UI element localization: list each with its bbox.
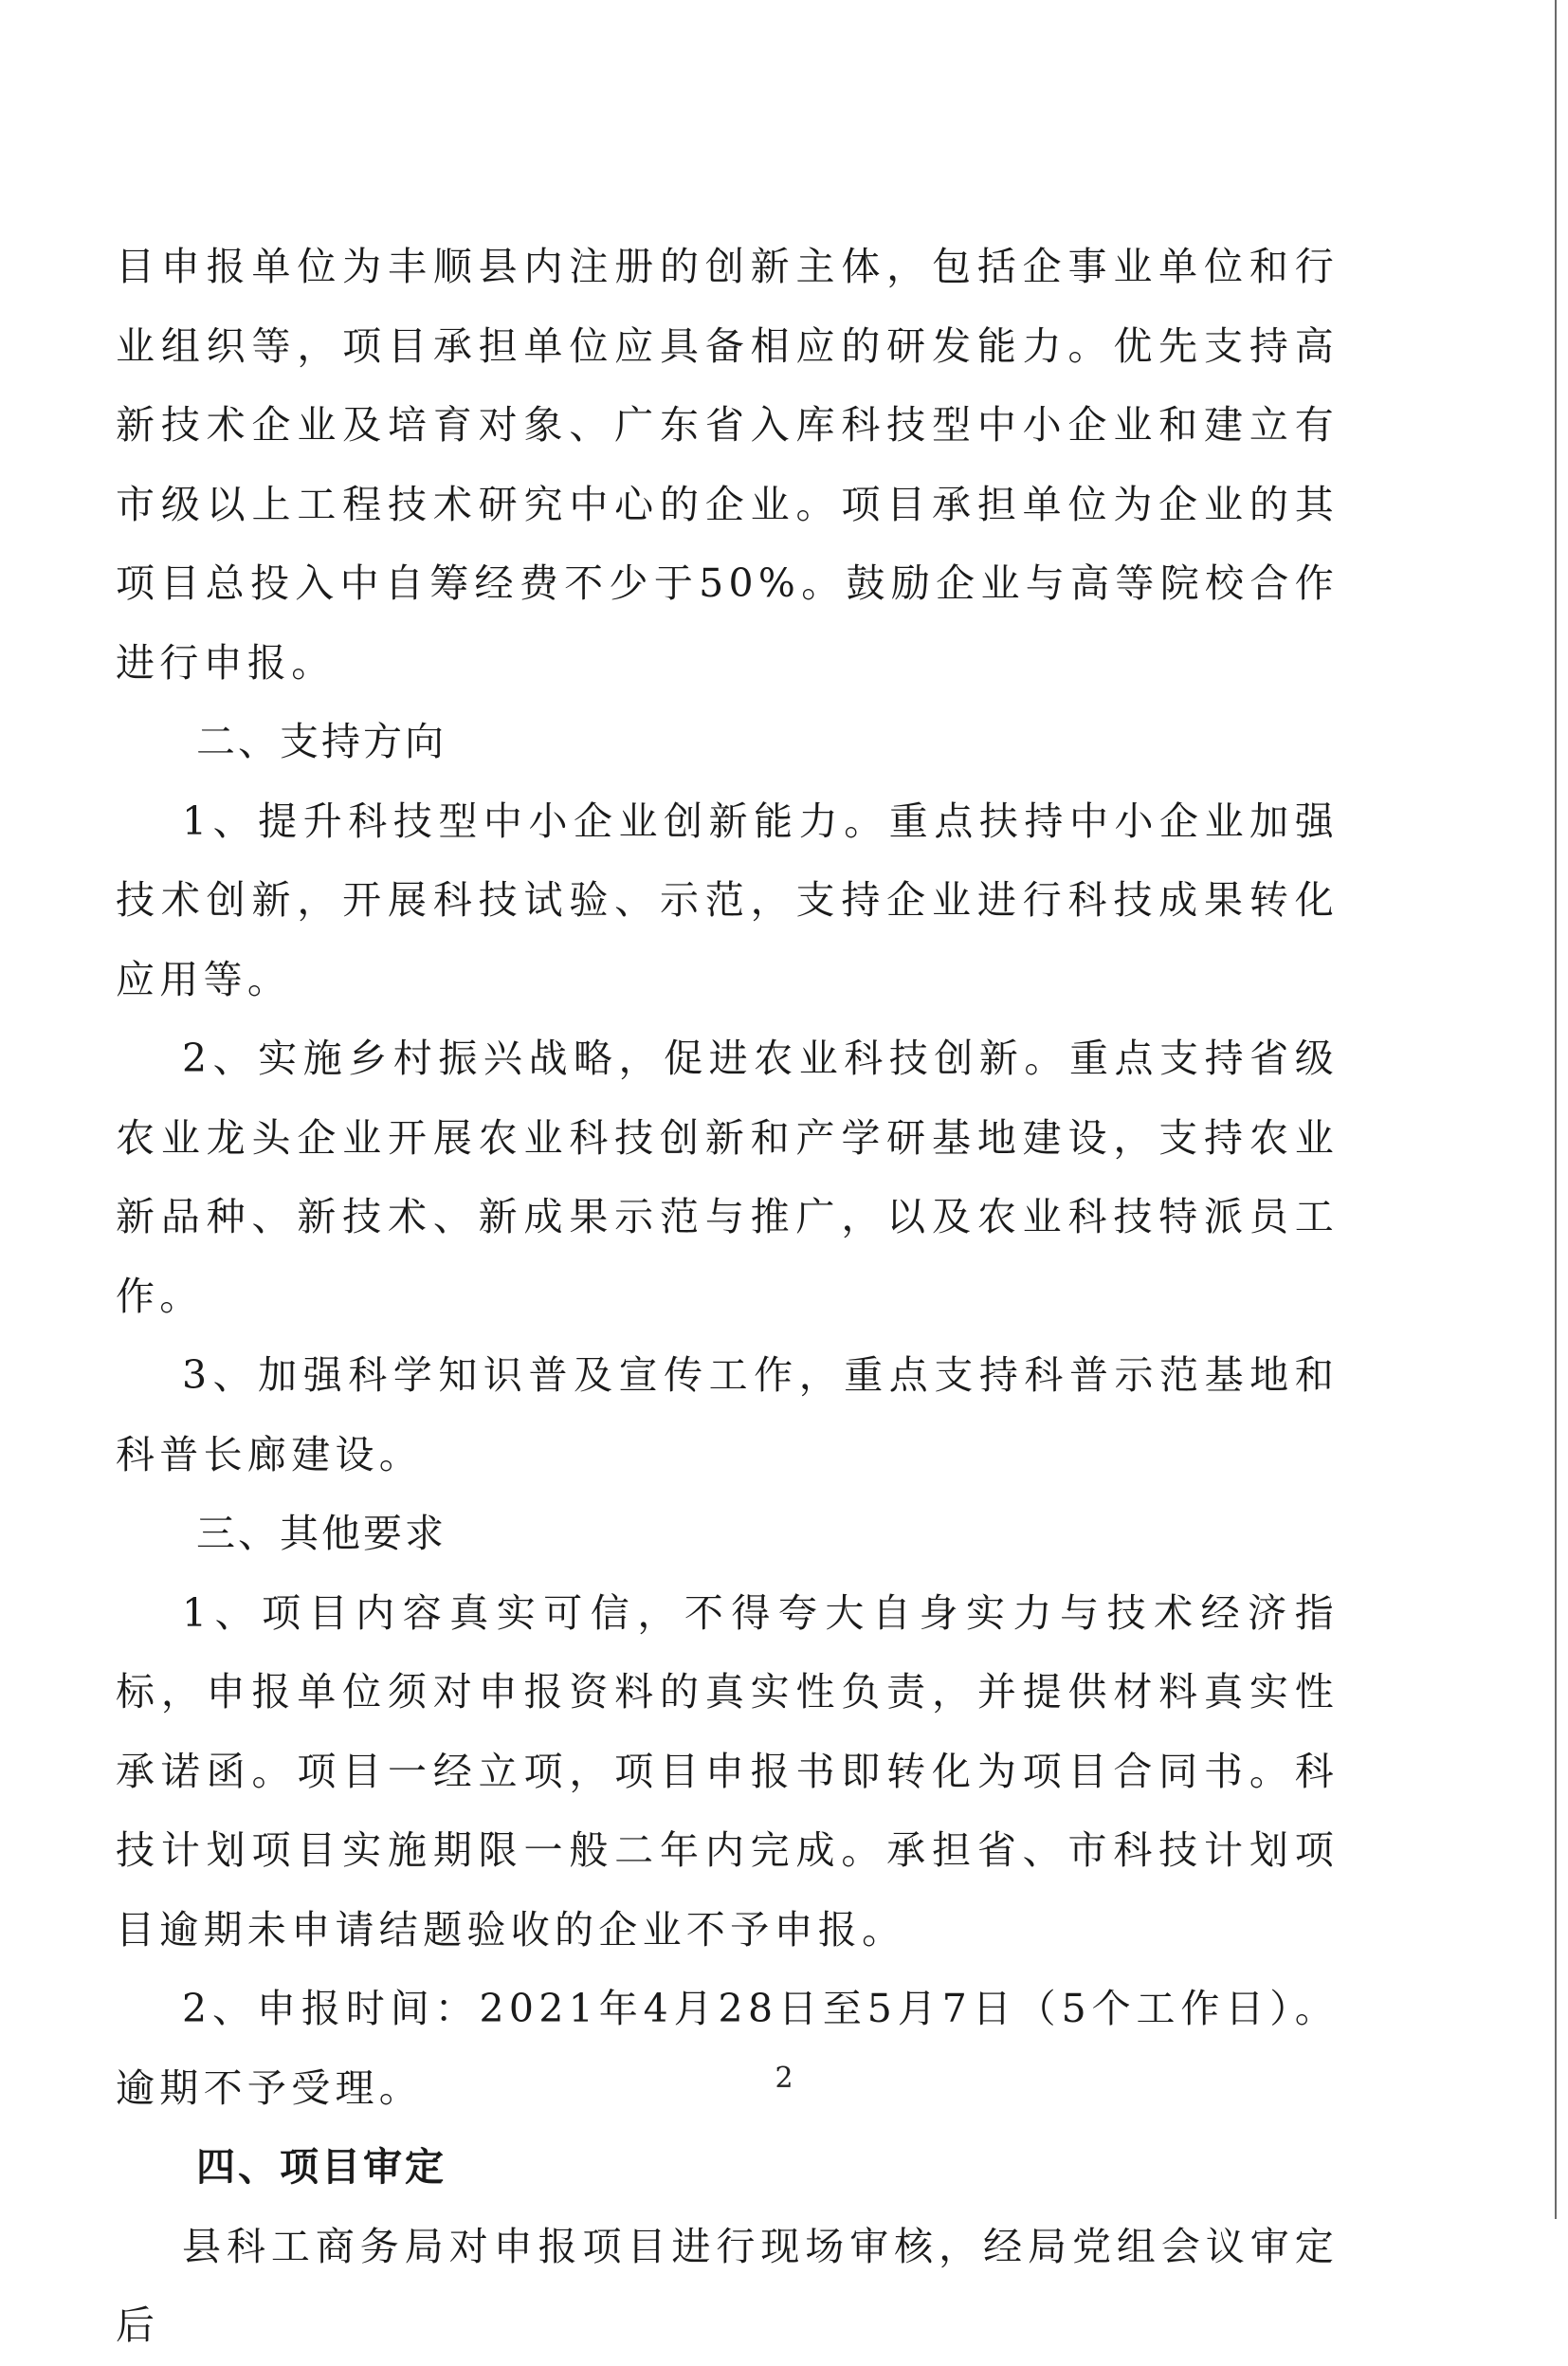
section-heading-support-direction: 二、支持方向 [196, 719, 447, 764]
paragraph-review: 县科工商务局对申报项目进行现场审核，经局党组会议审定后 [116, 2223, 1339, 2348]
document-body [116, 228, 1339, 2366]
paragraph-support-3: 3、加强科学知识普及宣传工作，重点支持科普示范基地和科普长廊建设。 [116, 1352, 1339, 1477]
paragraph-support-1: 1、提升科技型中小企业创新能力。重点扶持中小企业加强技术创新，开展科技试验、示范，支持企业进行科技成果转化应用等。 [116, 798, 1339, 1002]
paragraph-applicant-requirements: 目申报单位为丰顺县内注册的创新主体，包括企事业单位和行业组织等，项目承担单位应具备相应的研发能力。优先支持高新技术企业及培育对象、广东省入库科技型中小企业和建立有市级以上工程技术研究中心的企业。项目承担单位为企业的其项目总投入中自筹经费不少于50%。鼓励企业与高等院校合作进行申报。 [116, 244, 1339, 686]
page-number: 2 [775, 2062, 793, 2095]
paragraph-requirement-1: 1、项目内容真实可信，不得夸大自身实力与技术经济指标，申报单位须对申报资料的真实性负责，并提供材料真实性承诺函。项目一经立项，项目申报书即转化为项目合同书。科技计划项目实施期限一般二年内完成。承担省、市科技计划项目逾期未申请结题验收的企业不予申报。 [116, 1589, 1339, 1953]
paragraph-support-2: 2、实施乡村振兴战略，促进农业科技创新。重点支持省级农业龙头企业开展农业科技创新和产学研基地建设，支持农业新品种、新技术、新成果示范与推广，以及农业科技特派员工作。 [116, 1036, 1339, 1319]
scan-edge-line [1555, 0, 1557, 2219]
section-heading-project-review: 四、项目审定 [196, 2144, 447, 2190]
section-heading-other-requirements: 三、其他要求 [196, 1511, 447, 1556]
paragraph-requirement-2: 2、申报时间：2021年4月28日至5月7日（5个工作日）。逾期不予受理。 [116, 1986, 1339, 2111]
